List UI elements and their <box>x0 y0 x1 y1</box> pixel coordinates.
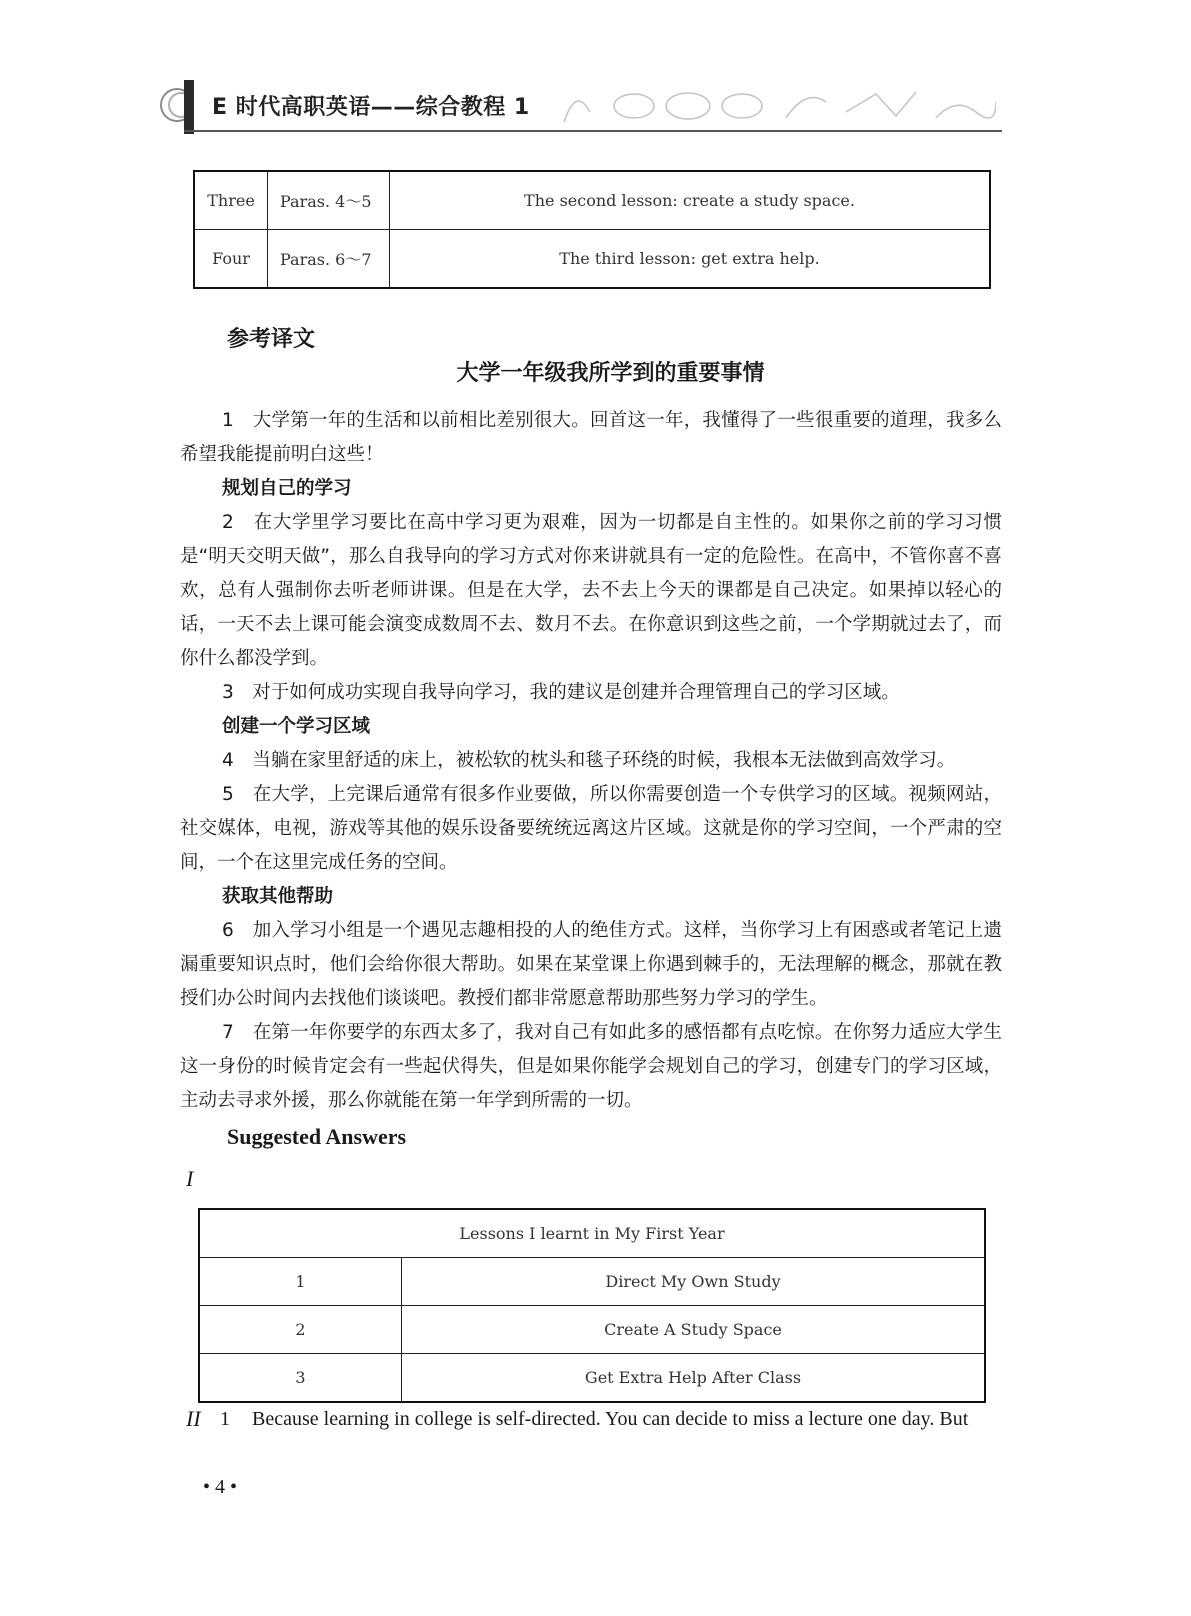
translation-title: 大学一年级我所学到的重要事情 <box>456 361 765 386</box>
part-label-i: I <box>186 1166 194 1191</box>
paragraph: 7 在第一年你要学的东西太多了，我对自己有如此多的感悟都有点吃惊。在你努力适应大学生这一身份的时候肯定会有一些起伏得失，但是如果你能学会规划自己的学习，创建专门的学习区域，主动去寻求外援，那么你就能在第一年学到所需的一切。 <box>180 1022 1002 1111</box>
translation-heading: 参考译文 <box>227 327 316 352</box>
paras-cell: Paras. 6～7 <box>268 230 390 289</box>
lesson-text: Create A Study Space <box>402 1306 986 1354</box>
subheading: 获取其他帮助 <box>222 886 334 907</box>
paragraph: 5 在大学，上完课后通常有很多作业要做，所以你需要创造一个专供学习的区域。视频网站，社交媒体，电视，游戏等其他的娱乐设备要统统远离这片区域。这就是你的学习空间，一个严肃的空间，一个在这里完成任务的空间。 <box>180 784 1002 873</box>
page-header <box>156 78 1002 134</box>
table-row <box>194 230 990 289</box>
lesson-number: 3 <box>199 1354 402 1403</box>
page-number: • 4 • <box>203 1476 238 1498</box>
paragraph: 3 对于如何成功实现自我导向学习，我的建议是创建并合理管理自己的学习区域。 <box>222 682 900 703</box>
part-cell: Three <box>194 171 268 230</box>
paragraph: 2 在大学里学习要比在高中学习更为艰难，因为一切都是自主性的。如果你之前的学习习惯是“明天交明天做”，那么自我导向的学习方式对你来讲就具有一定的危险性。在高中，不管你喜不喜欢，总有人强制你去听老师讲课。但是在大学，去不去上今天的课都是自己决定。如果掉以轻心的话，一天不去上课可能会演变成数周不去、数月不去。在你意识到这些之前，一个学期就过去了，而你什么都没学到。 <box>180 512 1002 669</box>
table-row <box>199 1306 985 1354</box>
lesson-text: Get Extra Help After Class <box>402 1354 986 1403</box>
paragraph: 6 加入学习小组是一个遇见志趣相投的人的绝佳方式。这样，当你学习上有困惑或者笔记上遗漏重要知识点时，他们会给你很大帮助。如果在某堂课上你遇到棘手的，无法理解的概念，那就在教授们办公时间内去找他们谈谈吧。教授们都非常愿意帮助那些努力学习的学生。 <box>180 920 1002 1009</box>
book-title: E 时代高职英语——综合教程 1 <box>212 95 530 120</box>
header-ornament-icon <box>556 82 996 126</box>
part-cell: Four <box>194 230 268 289</box>
paragraph: 1 大学第一年的生活和以前相比差别很大。回首这一年，我懂得了一些很重要的道理，我多么希望我能提前明白这些！ <box>180 410 1002 465</box>
lesson-number: 2 <box>199 1306 402 1354</box>
answer-text: Because learning in college is self-directed. You can decide to miss a lecture one day. But <box>252 1408 969 1430</box>
lesson-number: 1 <box>199 1258 402 1306</box>
subheading: 规划自己的学习 <box>222 478 352 499</box>
structure-table <box>193 170 991 289</box>
table-row <box>199 1354 985 1403</box>
header-rule <box>184 130 1002 132</box>
lessons-table-title: Lessons I learnt in My First Year <box>199 1209 985 1258</box>
lesson-text: Direct My Own Study <box>402 1258 986 1306</box>
translation-body <box>180 404 1002 1118</box>
paras-cell: Paras. 4～5 <box>268 171 390 230</box>
lessons-table <box>198 1208 986 1403</box>
paragraph: 4 当躺在家里舒适的床上，被松软的枕头和毯子环绕的时候，我根本无法做到高效学习。 <box>222 750 956 771</box>
table-header-row <box>199 1209 985 1258</box>
answer-item <box>220 1408 1010 1431</box>
subheading: 创建一个学习区域 <box>222 716 371 737</box>
table-row <box>194 171 990 230</box>
main-idea-cell: The second lesson: create a study space. <box>390 171 991 230</box>
part-label-ii: II <box>186 1406 201 1431</box>
table-row <box>199 1258 985 1306</box>
header-bar <box>184 80 194 134</box>
main-idea-cell: The third lesson: get extra help. <box>390 230 991 289</box>
answer-number: 1 <box>220 1408 230 1430</box>
answers-heading: Suggested Answers <box>227 1124 407 1149</box>
